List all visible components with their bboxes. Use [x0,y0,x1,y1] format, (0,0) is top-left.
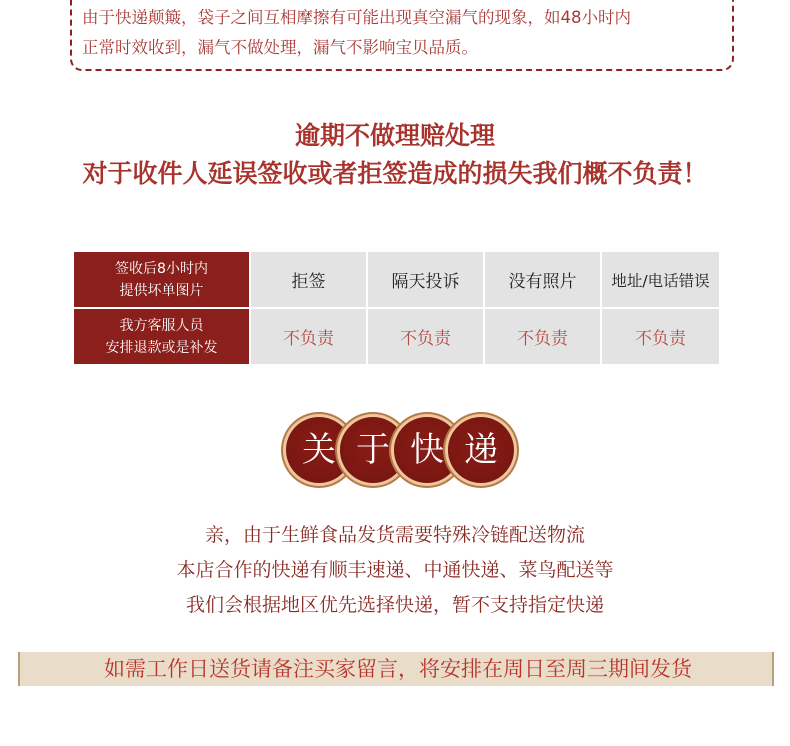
courier-info-line-1: 亲，由于生鲜食品发货需要特殊冷链配送物流 [204,524,585,546]
courier-info-line-2: 本店合作的快递有顺丰速递、中通快递、菜鸟配送等 [176,559,614,581]
row2-header-line: 我方客服人员 [119,317,204,334]
column-wrong-address-phone: 地址/电话错误 [601,251,720,308]
section-title-char: 快 [394,417,460,483]
table-row [73,308,720,365]
section-title-badges [286,417,514,483]
warning-subtitle: 对于收件人延误签收或者拒签造成的损失我们概不负责！ [82,159,708,188]
value-cell: 不负责 [601,308,720,365]
notice-line-2: 正常时效收到，漏气不做处理，漏气不影响宝贝品质。 [82,38,478,57]
warning-title: 逾期不做理赔处理 [294,121,495,150]
value-cell: 不负责 [367,308,484,365]
row1-header-line: 签收后8小时内 [115,260,208,277]
row2-header-line: 安排退款或是补发 [105,339,218,356]
courier-info-line-3: 我们会根据地区优先选择快递，暂不支持指定快递 [185,594,604,616]
section-title-char: 于 [340,417,406,483]
row1-header-cell [73,251,250,308]
value-cell: 不负责 [250,308,367,365]
row2-header-cell [73,308,250,365]
section-title-char: 递 [448,417,514,483]
bottom-notice-text: 如需工作日送货请备注买家留言，将安排在周日至周三期间发货 [104,657,692,681]
column-refuse-sign: 拒签 [250,251,367,308]
row1-header-line: 提供坏单图片 [119,282,204,299]
notice-line-1: 由于快递颠簸，袋子之间互相摩擦有可能出现真空漏气的现象，如48小时内 [82,8,631,27]
value-cell: 不负责 [484,308,601,365]
table-row [73,251,720,308]
column-next-day-complaint: 隔天投诉 [367,251,484,308]
column-no-photo: 没有照片 [484,251,601,308]
section-title-char: 关 [286,417,352,483]
bottom-notice-bar [18,652,774,686]
policy-table [72,250,721,366]
